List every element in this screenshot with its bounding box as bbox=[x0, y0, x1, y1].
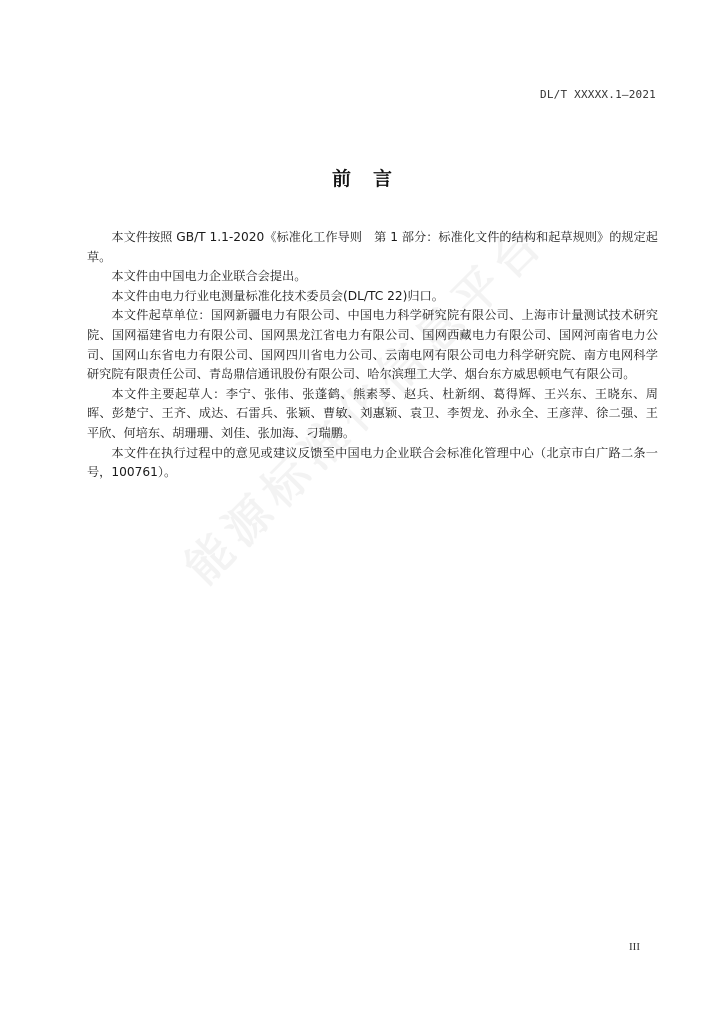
paragraph-proposer: 本文件由中国电力企业联合会提出。 bbox=[111, 269, 307, 284]
paragraph-drafting-rules: 本文件按照 GB/T 1.1-2020《标准化工作导则 第 1 部分：标准化文件的结构和起草规则》的规定起草。 bbox=[87, 230, 658, 264]
page-number: III bbox=[629, 941, 640, 953]
paragraph-feedback: 本文件在执行过程中的意见或建议反馈至中国电力企业联合会标准化管理中心（北京市白广路二条一号，100761）。 bbox=[87, 445, 658, 480]
paragraph-drafting-units: 本文件起草单位：国网新疆电力有限公司、中国电力科学研究院有限公司、上海市计量测试技术研究院、国网福建省电力有限公司、国网黑龙江省电力有限公司、国网西藏电力有限公司、国网河南省电力公司、国网山东省电力有限公司、国网四川省电力公司、云南电网有限公司电力科学研究院、南方电网科学研究院有限责任公司、青岛鼎信通讯股份有限公司、哈尔滨理工大学、烟台东方威思顿电气有限公司。 bbox=[87, 308, 658, 382]
document-code: DL/T XXXXX.1—2021 bbox=[540, 88, 656, 101]
paragraph-technical-committee: 本文件由电力行业电测量标准化技术委员会(DL/TC 22)归口。 bbox=[111, 288, 444, 303]
page-title: 前言 bbox=[331, 168, 414, 190]
paragraph-drafters: 本文件主要起草人：李宁、张伟、张蓬鹤、熊素琴、赵兵、杜新纲、葛得辉、王兴东、王晓东、周晖、彭楚宁、王齐、成达、石雷兵、张颖、曹敏、刘惠颖、袁卫、李贺龙、孙永全、王彦萍、徐二强、王平欣、何培东、胡珊珊、刘佳、张加海、刁瑞鹏。 bbox=[87, 386, 658, 440]
